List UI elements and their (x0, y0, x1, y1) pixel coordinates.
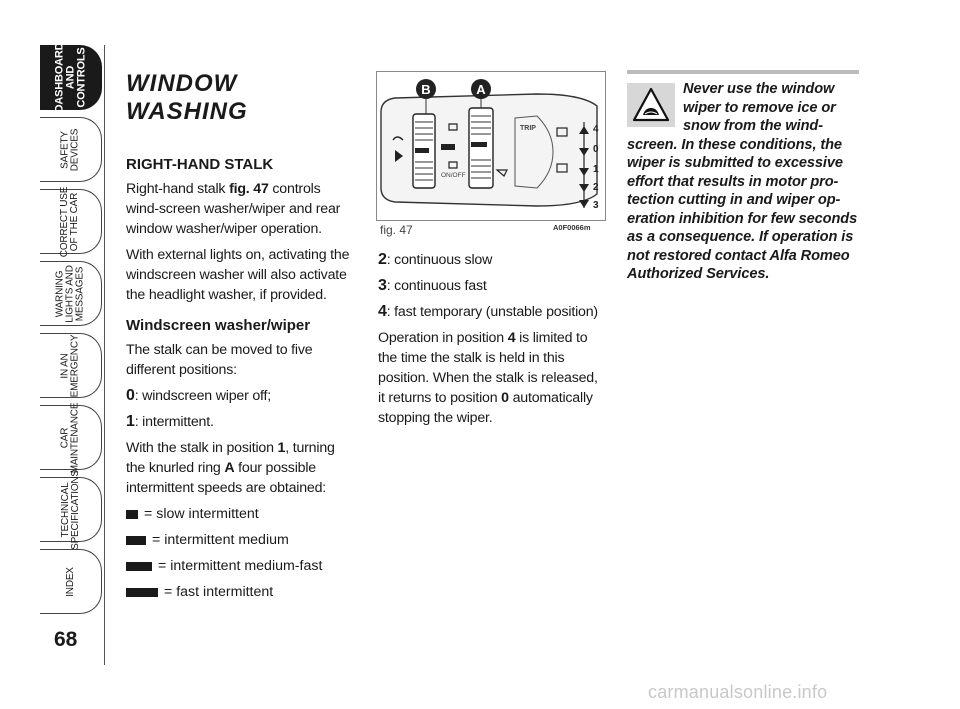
speed-bar-icon (126, 562, 152, 571)
warning-rule (627, 70, 859, 74)
intro-paragraph: Right-hand stalk fig. 47 controls wind-screen washer/wiper and rear window washer/wiper operation. (126, 181, 341, 237)
speed-bar-icon (126, 588, 158, 597)
speed-slow: = slow intermittent (126, 504, 354, 524)
position-4: 4: fast temporary (unstable position) (378, 303, 598, 320)
position-2: 2: continuous slow (378, 251, 493, 268)
second-column (378, 250, 608, 434)
onoff-label: ON/OFF (441, 172, 466, 179)
position-1: 1: intermittent. (126, 413, 214, 430)
subsection-heading: Windscreen washer/wiper (126, 317, 311, 334)
tab-correct-use[interactable] (40, 186, 102, 257)
watermark: carmanualsonline.info (648, 682, 828, 702)
tab-in-an-emergency[interactable] (40, 333, 102, 398)
tab-car-maintenance[interactable] (40, 402, 102, 473)
tab-label: IN AN EMERGENCY (59, 334, 81, 397)
callout-a: A (476, 82, 486, 97)
position-label: 3 (593, 200, 599, 211)
operation-note: Operation in position 4 is limited to the time the stalk is held in this position. When the stalk is released, it returns to position 0 automatically stopping the wiper. (378, 330, 598, 426)
position-label: 4 (593, 124, 599, 135)
tab-label: INDEX (64, 566, 76, 597)
position-label: 0 (593, 144, 599, 155)
warning-text: Never use the window wiper to remove ice or snow from the wind-screen. In these conditions, the wiper is submitted to excessive effort that results in motor pro-tection cutting in and wiper op-eration inhibition for few seconds as a consequence. If operation is not restored contact Alfa Romeo Authorized Services. (627, 81, 858, 282)
tab-label: CORRECT USE OF THE CAR (59, 186, 81, 257)
stalk-illustration (377, 72, 605, 220)
stalk-figure (376, 71, 606, 221)
speed-fast: = fast intermittent (126, 582, 354, 602)
page-title: WINDOW WASHING (126, 70, 248, 125)
main-column (126, 70, 354, 608)
tab-label: TECHNICAL SPECIFICATIONS (59, 469, 81, 550)
warning-box (627, 70, 859, 284)
sidebar-divider (104, 45, 105, 665)
tab-dashboard-and-controls[interactable] (40, 42, 102, 113)
speed-medium-fast: = intermittent medium-fast (126, 556, 354, 576)
speed-bar-icon (126, 510, 138, 519)
tab-warning-lights[interactable] (40, 261, 102, 326)
lights-paragraph: With external lights on, activating the windscreen washer will also activate the headlight washer, if provided. (126, 247, 350, 303)
ring-paragraph: With the stalk in position 1, turning the knurled ring A four possible intermittent speeds are obtained: (126, 440, 335, 496)
figure-caption: fig. 47 (380, 223, 413, 237)
figure-code: A0F0066m (553, 223, 591, 232)
tab-label: WARNING LIGHTS AND MESSAGES (54, 264, 86, 323)
speed-medium: = intermittent medium (126, 530, 354, 550)
tab-safety-devices[interactable] (40, 117, 102, 182)
figure-reference[interactable]: fig. 47 (229, 181, 269, 197)
position-label: 1 (593, 164, 599, 175)
position-label: 2 (593, 182, 599, 193)
callout-b: B (421, 82, 431, 97)
position-0: 0: windscreen wiper off; (126, 387, 271, 404)
page-number: 68 (54, 628, 78, 651)
tab-label: SAFETY DEVICES (59, 128, 81, 171)
position-3: 3: continuous fast (378, 277, 487, 294)
tab-index[interactable] (40, 549, 102, 614)
trip-label: TRIP (520, 125, 536, 132)
section-heading: RIGHT-HAND STALK (126, 156, 274, 173)
positions-paragraph: The stalk can be moved to five different positions: (126, 342, 313, 378)
warning-triangle-icon (627, 83, 675, 127)
tab-label: DASHBOARD AND CONTROLS (53, 42, 88, 113)
tab-label: CAR MAINTENANCE (59, 402, 81, 473)
tab-technical-specifications[interactable] (40, 469, 102, 550)
speed-bar-icon (126, 536, 146, 545)
